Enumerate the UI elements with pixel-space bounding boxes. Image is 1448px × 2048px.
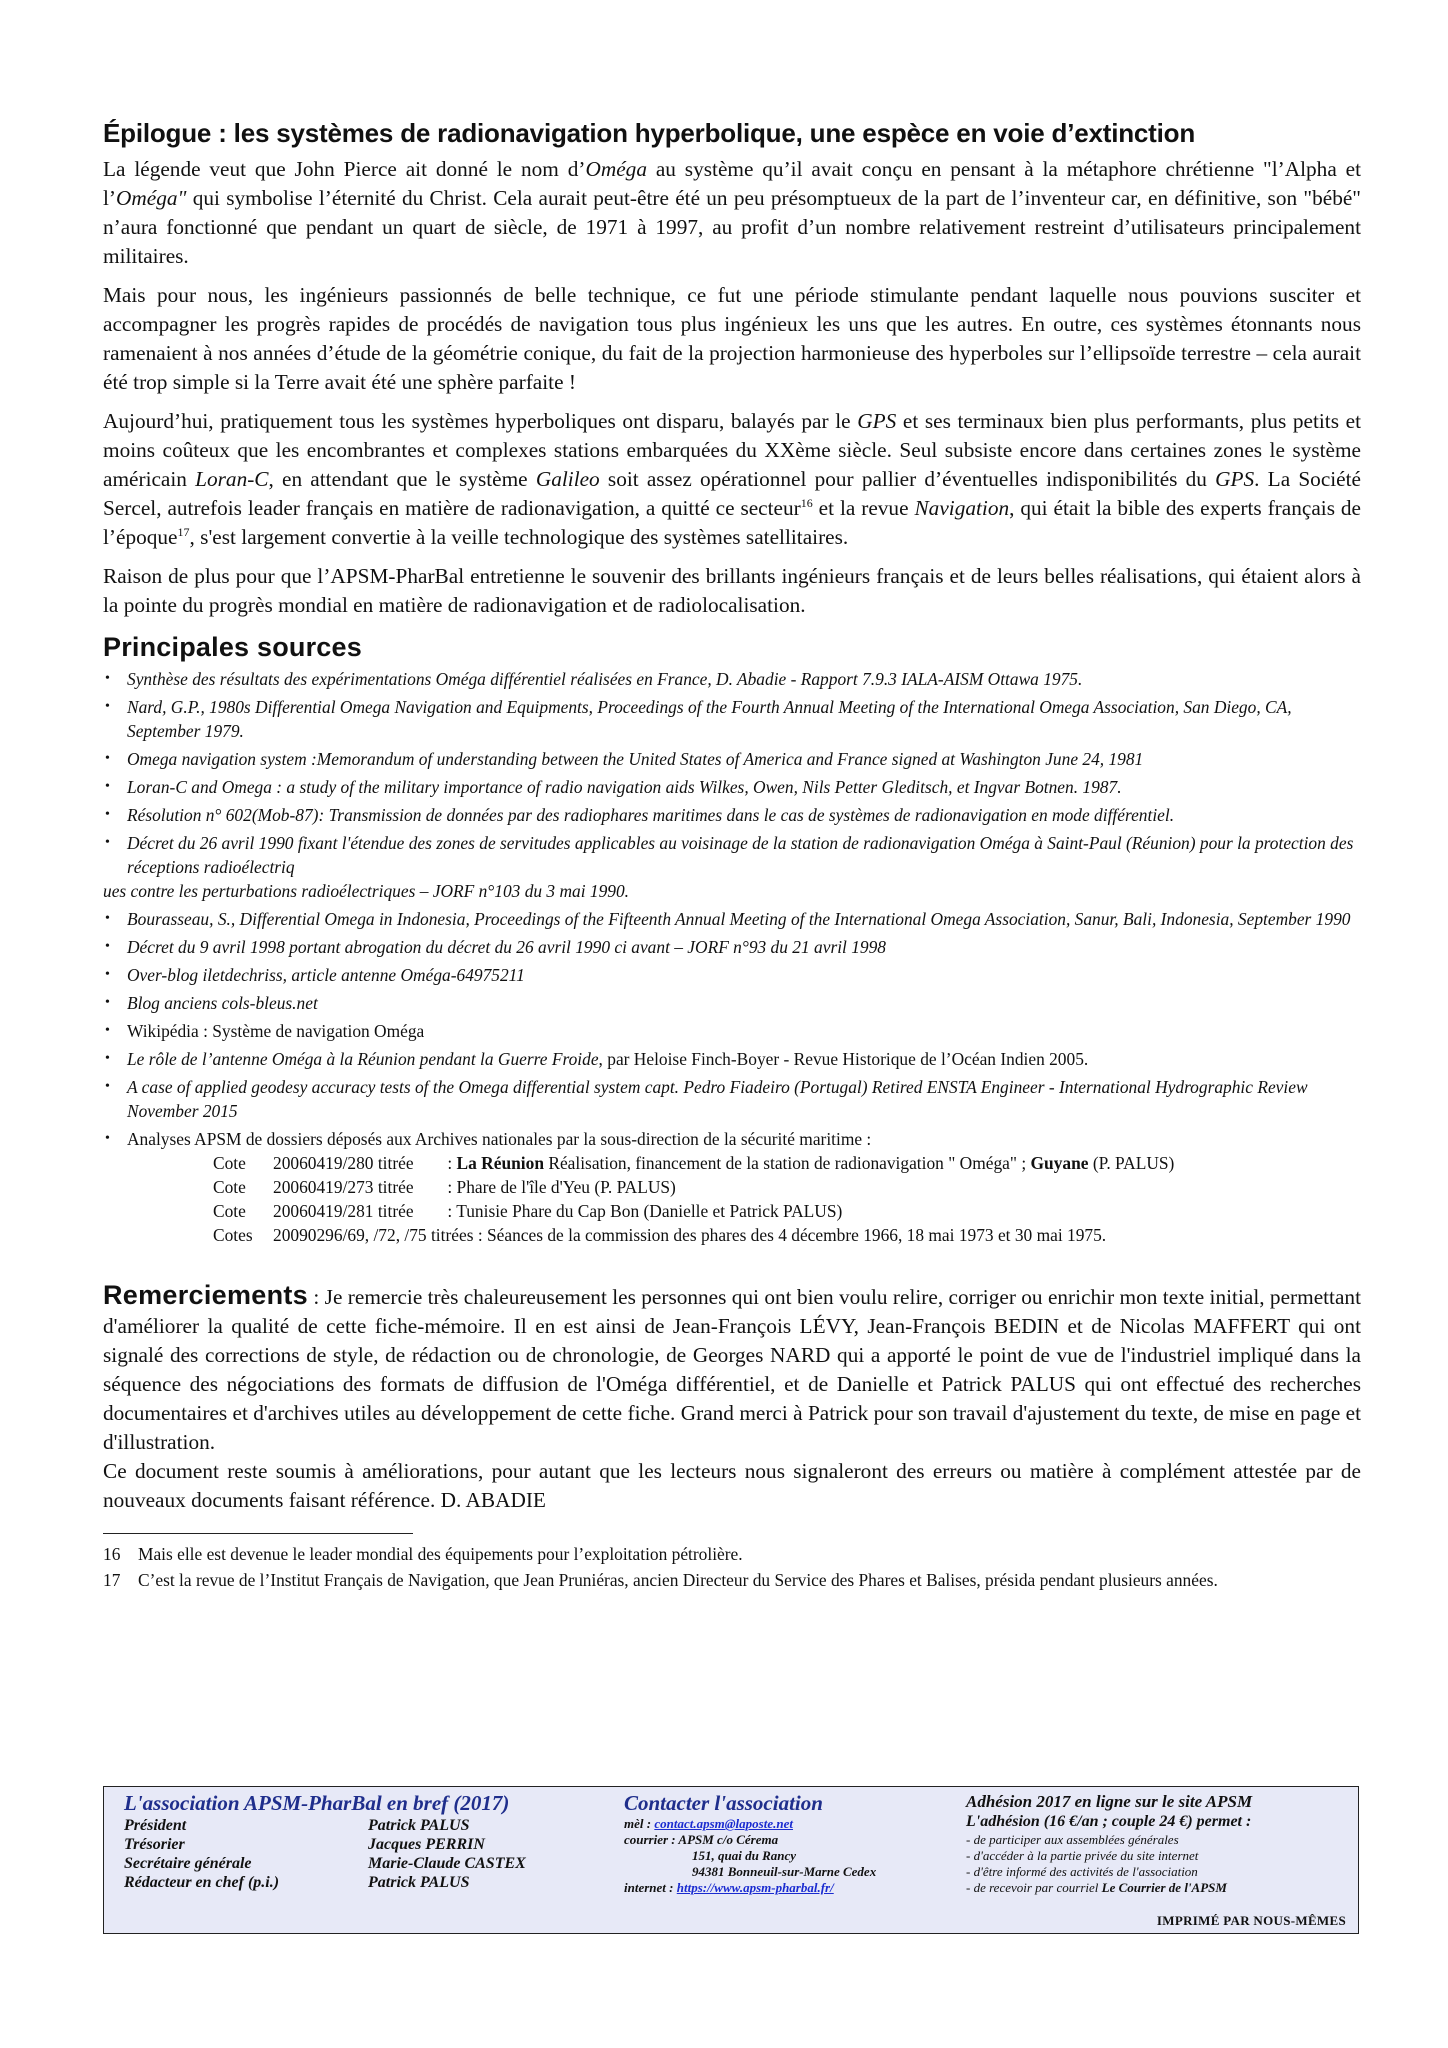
- source-text: Résolution n° 602(Mob-87): Transmission de données par des radiophares maritimes dans le cas de systèmes de radionavigation en mode différentiel.: [127, 805, 1175, 825]
- membership-benefit: - de participer aux assemblées générales: [966, 1832, 1179, 1847]
- text-run: et ses terminaux bien plus performants, plus petits et moins coûteux que les encombrantes et complexes stations embarquées du XXème siècle. Seul subsiste encore dans certaines zones le système américain: [103, 409, 1361, 491]
- text-run: , qui était la bible des experts français de l’époque: [103, 496, 1361, 549]
- officer-name: Patrick PALUS: [368, 1817, 470, 1834]
- sources-list: [103, 667, 1361, 1247]
- footnote-divider: [103, 1533, 413, 1534]
- text-run: La légende veut que John Pierce ait donné le nom d’: [103, 157, 586, 181]
- bullet-icon: •: [105, 671, 110, 686]
- sources-heading: Principales sources: [103, 632, 362, 662]
- source-text: Over-blog iletdechriss, article antenne Oméga-64975211: [127, 965, 525, 985]
- officer-row: [124, 1854, 564, 1873]
- footnote-number: 16: [103, 1544, 121, 1564]
- benefit-text: - de recevoir par courriel: [966, 1880, 1102, 1895]
- officer-row: [124, 1835, 564, 1854]
- page-content: [103, 118, 1361, 1594]
- text-run-italic: GPS: [1215, 467, 1255, 491]
- acknowledgements-heading: Remerciements: [103, 1280, 309, 1310]
- bullet-icon: •: [105, 911, 110, 926]
- cote-label: Cote: [213, 1201, 246, 1221]
- bullet-icon: •: [105, 995, 110, 1010]
- list-item: [105, 695, 1361, 743]
- officer-row: [124, 1873, 564, 1892]
- list-item: [105, 803, 1361, 827]
- membership-benefit: - d'être informé des activités de l'association: [966, 1864, 1198, 1879]
- text-run-italic: Loran-C: [195, 467, 269, 491]
- cote-label: Cote: [213, 1177, 246, 1197]
- cote-number: 20060419/280 titrée: [273, 1153, 414, 1173]
- acknowledgements-text-2: Ce document reste soumis à améliorations, pour autant que les lecteurs nous signaleront des erreurs ou matière à complément attestée par de nouveaux documents faisant référence. D. ABADIE: [103, 1459, 1361, 1512]
- text-run: et la revue: [812, 496, 915, 520]
- text-run-italic: Oméga": [116, 186, 187, 210]
- cote-sep: :: [443, 1177, 457, 1197]
- membership-fee: L'adhésion (16 €/an ; couple 24 €) permet :: [966, 1813, 1252, 1830]
- cote-text: Phare de l'île d'Yeu (P. PALUS): [456, 1177, 676, 1197]
- source-text-continued: ues contre les perturbations radioélectriques – JORF n°103 du 3 mai 1990.: [103, 881, 630, 901]
- list-item: [103, 831, 1361, 903]
- text-run-italic: Navigation: [914, 496, 1010, 520]
- source-text: Loran-C and Omega : a study of the military importance of radio navigation aids Wilkes, Owen, Nils Petter Gleditsch, et Ingvar Botnen. 1987.: [127, 777, 1122, 797]
- cote-sep: :: [443, 1153, 457, 1173]
- cote-text: Tunisie Phare du Cap Bon (Danielle et Patrick PALUS): [456, 1201, 843, 1221]
- text-run-italic: Galileo: [535, 467, 600, 491]
- list-item: [105, 747, 1361, 771]
- source-text: Blog anciens cols-bleus.net: [127, 993, 318, 1013]
- contact-title: Contacter l'association: [624, 1791, 823, 1815]
- cote-text: Réalisation, financement de la station de radionavigation " Oméga" ;: [544, 1153, 1031, 1173]
- list-item: [105, 1075, 1361, 1123]
- officer-role: Rédacteur en chef (p.i.): [124, 1874, 280, 1891]
- cote-text: Séances de la commission des phares des 4 décembre 1966, 18 mai 1973 et 30 mai 1975.: [487, 1225, 1107, 1245]
- bullet-icon: •: [105, 1131, 110, 1146]
- officer-name: Jacques PERRIN: [368, 1836, 485, 1853]
- text-run: . La Société Sercel, autrefois leader français en matière de radionavigation, a quitté ce secteur: [103, 467, 1362, 520]
- cote-row: [213, 1151, 1361, 1175]
- officer-role: Président: [124, 1817, 187, 1834]
- contact-section: [624, 1791, 1004, 1896]
- cote-number: 20060419/273 titrée: [273, 1177, 414, 1197]
- list-item: [105, 907, 1361, 931]
- acknowledgements-text: : Je remercie très chaleureusement les personnes qui ont bien voulu relire, corriger ou enrichir mon texte initial, permettant d'améliorer la qualité de cette fiche-mémoire. Il en est ainsi de Jean-François LÉVY, Jean-François BEDIN et de Nicolas MAFFERT qui ont signalé des corrections de style, de rédaction ou de chronologie, de Georges NARD qui a apporté le point de vue de l'industriel impliqué dans la séquence des négociations des formats de diffusion de l'Oméga différentiel, et de Danielle et Patrick PALUS qui ont effectué des recherches documentaires et d'archives utiles au développement de cette fiche. Grand merci à Patrick pour son travail d'ajustement du texte, de mise en page et d'illustration.: [103, 1285, 1361, 1454]
- contact-address-line: 151, quai du Rancy: [692, 1848, 797, 1863]
- source-text: Bourasseau, S., Differential Omega in Indonesia, Proceedings of the Fifteenth Annual Meeting of the International Omega Association, Sanur, Bali, Indonesia, September 1990: [127, 909, 1351, 929]
- cote-label: Cotes: [213, 1225, 253, 1245]
- contact-email-row: [624, 1816, 1004, 1832]
- officer-name: Marie-Claude CASTEX: [368, 1855, 526, 1872]
- association-summary: [124, 1791, 564, 1892]
- bullet-icon: •: [105, 967, 110, 982]
- epilogue-paragraph-4: Raison de plus pour que l’APSM-PharBal entretienne le souvenir des brillants ingénieurs français et de leurs belles réalisations, qui étaient alors à la pointe du progrès mondial en matière de radionavigation et de radiolocalisation.: [103, 564, 1361, 617]
- officer-name: Patrick PALUS: [368, 1874, 470, 1891]
- footnote-ref-16[interactable]: 16: [800, 495, 813, 510]
- printed-notice: IMPRIMÉ PAR NOUS-MÊMES: [1156, 1913, 1346, 1928]
- bullet-icon: •: [105, 807, 110, 822]
- cote-label: Cote: [213, 1153, 246, 1173]
- list-item: [105, 667, 1361, 691]
- contact-address-line: 94381 Bonneuil-sur-Marne Cedex: [692, 1864, 877, 1879]
- membership-title: Adhésion 2017 en ligne sur le site APSM: [966, 1792, 1253, 1811]
- bullet-icon: •: [105, 1079, 110, 1094]
- source-text-italic: Le rôle de l’antenne Oméga à la Réunion pendant la Guerre Froide: [127, 1049, 599, 1069]
- website-label: internet :: [624, 1880, 677, 1895]
- text-run: soit assez opérationnel pour pallier d’éventuelles indisponibilités du: [599, 467, 1216, 491]
- bullet-icon: •: [105, 751, 110, 766]
- cote-bold: La Réunion: [456, 1153, 544, 1173]
- source-text: Synthèse des résultats des expérimentations Oméga différentiel réalisées en France, D. Abadie - Rapport 7.9.3 IALA-AISM Ottawa 1975.: [127, 669, 1083, 689]
- source-text: Décret du 26 avril 1990 fixant l'étendue des zones de servitudes applicables au voisinage de la station de radionavigation Oméga à Saint-Paul (Réunion) pour la protection des réceptions radioélectriq: [127, 833, 1354, 877]
- source-text: Omega navigation system :Memorandum of understanding between the United States of America and France signed at Washington June 24, 1981: [127, 749, 1144, 769]
- cote-row: [213, 1175, 1361, 1199]
- source-text: Wikipédia : Système de navigation Oméga: [127, 1021, 425, 1041]
- list-item: [105, 1127, 1361, 1247]
- officer-row: [124, 1816, 564, 1835]
- footnote-text: Mais elle est devenue le leader mondial des équipements pour l’exploitation pétrolière.: [138, 1544, 743, 1564]
- text-run: au système qu’il avait conçu en pensant à la métaphore chrétienne "l’Alpha et l’: [103, 157, 1362, 210]
- membership-benefit: [966, 1880, 1346, 1896]
- cote-bold: Guyane: [1030, 1153, 1089, 1173]
- text-run: qui symbolise l’éternité du Christ. Cela aurait peut-être été un peu présomptueux de la part de l’inventeur car, en définitive, son "bébé" n’aura fonctionné que pendant un quart de siècle, de 1971 à 1997, au profit d’un nombre relativement restreint d’utilisateurs principalement militaires.: [103, 186, 1361, 268]
- cote-text: (P. PALUS): [1088, 1153, 1175, 1173]
- list-item: [105, 935, 1361, 959]
- website-link[interactable]: https://www.apsm-pharbal.fr/: [676, 1880, 834, 1895]
- bullet-icon: •: [105, 699, 110, 714]
- email-link[interactable]: contact.apsm@laposte.net: [654, 1816, 793, 1831]
- cote-number: 20060419/281 titrée: [273, 1201, 414, 1221]
- bullet-icon: •: [105, 835, 110, 850]
- acknowledgements: [103, 1281, 1361, 1515]
- source-text: , par Heloise Finch-Boyer - Revue Historique de l’Océan Indien 2005.: [598, 1049, 1089, 1069]
- membership-benefit: - d'accéder à la partie privée du site internet: [966, 1848, 1199, 1863]
- source-text: Décret du 9 avril 1998 portant abrogation du décret du 26 avril 1990 ci avant – JORF n°93 du 21 avril 1998: [127, 937, 887, 957]
- source-text: Nard, G.P., 1980s Differential Omega Navigation and Equipments, Proceedings of the Fourth Annual Meeting of the International Omega Association, San Diego, CA, September 1979.: [127, 697, 1292, 741]
- cote-row: [213, 1199, 1361, 1223]
- text-run-italic: GPS: [857, 409, 897, 433]
- cote-row: [213, 1223, 1361, 1247]
- epilogue-paragraph-3: [103, 407, 1361, 552]
- contact-mail-label: courrier : APSM c/o Cérema: [624, 1832, 779, 1847]
- bullet-icon: •: [105, 779, 110, 794]
- bullet-icon: •: [105, 1051, 110, 1066]
- list-item: [105, 1019, 1361, 1043]
- footnote-number: 17: [103, 1570, 121, 1590]
- footnote-16: [103, 1542, 1361, 1566]
- text-run: , s'est largement convertie à la veille technologique des systèmes satellitaires.: [189, 525, 849, 549]
- membership-section: [966, 1791, 1346, 1896]
- association-footer-box: [103, 1786, 1359, 1934]
- contact-website-row: [624, 1880, 1004, 1896]
- list-item: [105, 775, 1361, 799]
- email-label: mèl :: [624, 1816, 655, 1831]
- list-item: [105, 991, 1361, 1015]
- text-run-italic: Oméga: [585, 157, 647, 181]
- footnote-ref-17[interactable]: 17: [177, 524, 190, 539]
- epilogue-paragraph-1: [103, 155, 1361, 271]
- cote-sep: :: [473, 1225, 487, 1245]
- list-item: [105, 963, 1361, 987]
- newsletter-name: Le Courrier de l'APSM: [1101, 1880, 1227, 1895]
- association-title: L'association APSM-PharBal en bref (2017): [124, 1791, 510, 1815]
- footnote-text: C’est la revue de l’Institut Français de Navigation, que Jean Pruniéras, ancien Directeur du Service des Phares et Balises, présida pendant plusieurs années.: [138, 1570, 1218, 1590]
- text-run: , en attendant que le système: [268, 467, 536, 491]
- bullet-icon: •: [105, 939, 110, 954]
- cote-sep: :: [443, 1201, 457, 1221]
- officer-role: Trésorier: [124, 1836, 185, 1853]
- cote-number: 20090296/69, /72, /75 titrées: [273, 1225, 474, 1245]
- officer-role: Secrétaire générale: [124, 1855, 252, 1872]
- archives-cotes: [127, 1151, 1361, 1247]
- bullet-icon: •: [105, 1023, 110, 1038]
- footnote-17: [103, 1568, 1361, 1592]
- text-run: Aujourd’hui, pratiquement tous les systèmes hyperboliques ont disparu, balayés par le: [103, 409, 858, 433]
- epilogue-title: Épilogue : les systèmes de radionavigation hyperbolique, une espèce en voie d’extinction: [103, 118, 1196, 148]
- source-text: A case of applied geodesy accuracy tests of the Omega differential system capt. Pedro Fiadeiro (Portugal) Retired ENSTA Engineer - International Hydrographic Review November 2015: [127, 1077, 1308, 1121]
- epilogue-paragraph-2: Mais pour nous, les ingénieurs passionnés de belle technique, ce fut une période stimulante pendant laquelle nous pouvions susciter et accompagner les progrès rapides de procédés de navigation tous plus ingénieux les uns que les autres. En outre, ces systèmes étonnants nous ramenaient à nos années d’étude de la géométrie conique, du fait de la projection harmonieuse des hyperboles sur l’ellipsoïde terrestre – cela aurait été trop simple si la Terre avait été une sphère parfaite !: [103, 283, 1361, 394]
- source-text: Analyses APSM de dossiers déposés aux Archives nationales par la sous-direction de la sécurité maritime :: [127, 1129, 872, 1149]
- list-item: [105, 1047, 1361, 1071]
